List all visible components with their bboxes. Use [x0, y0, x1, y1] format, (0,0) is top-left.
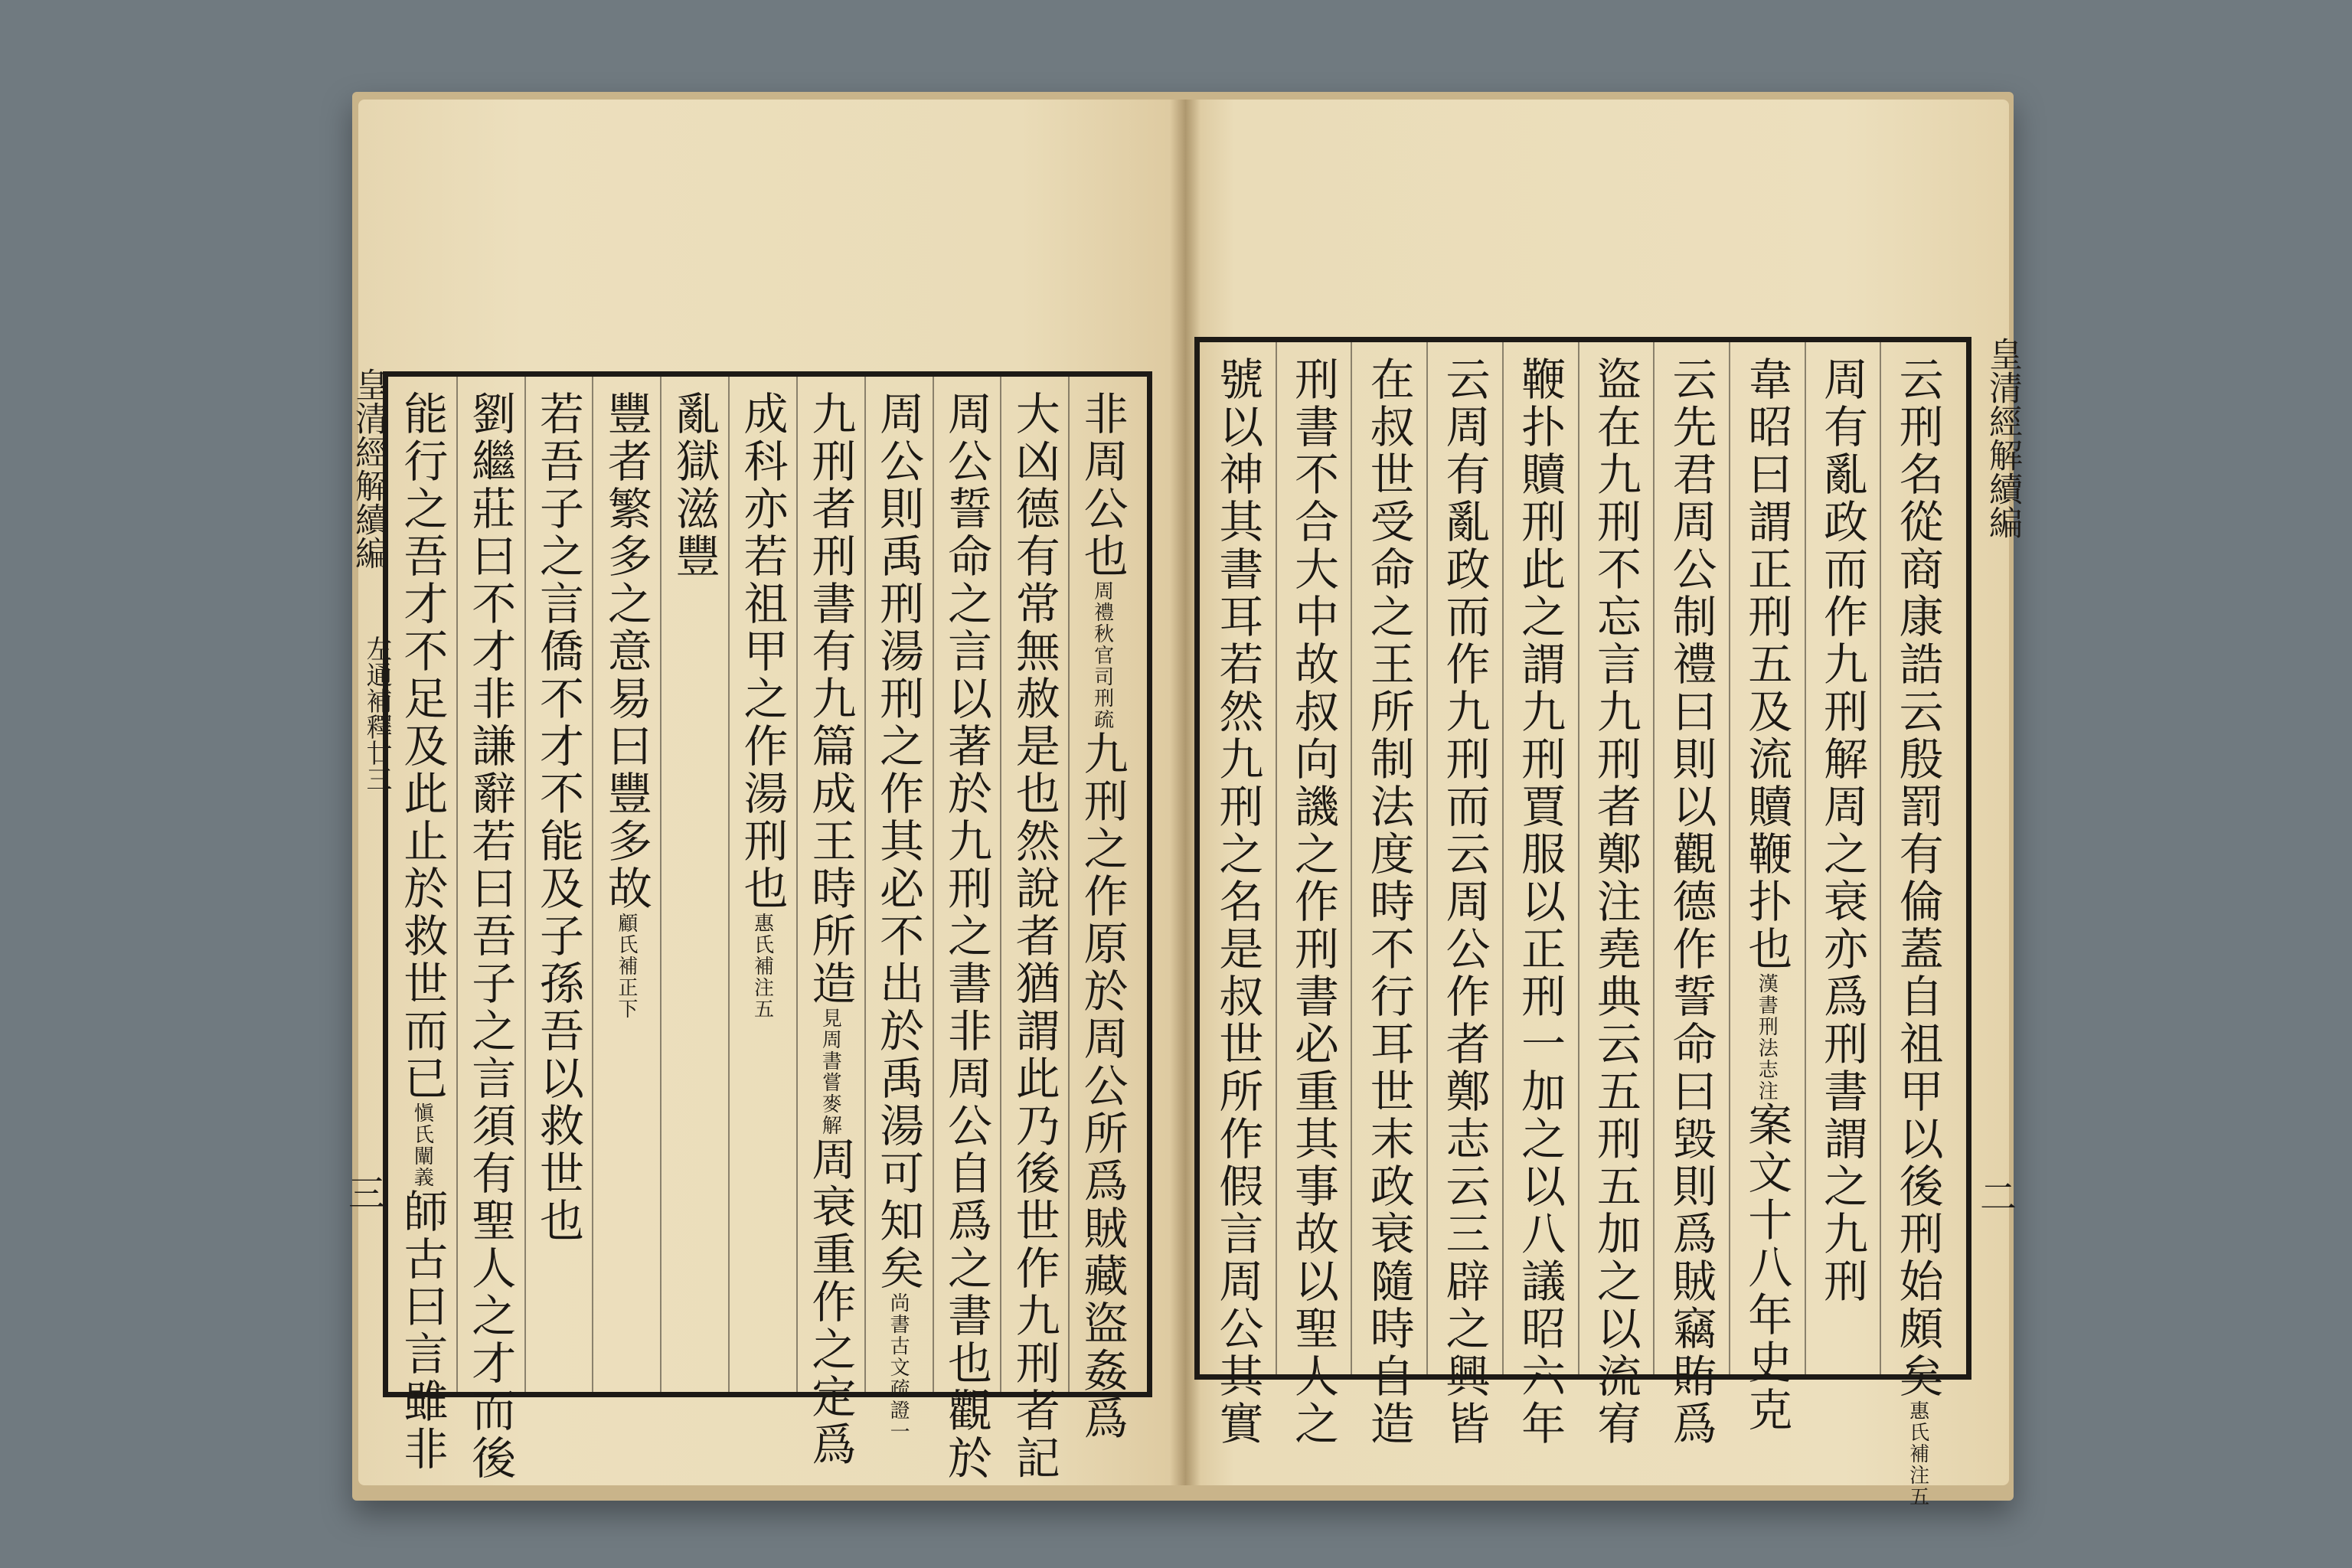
text-column — [735, 390, 790, 1020]
text-column — [667, 390, 722, 580]
left-folio: 三 — [348, 1172, 386, 1215]
column-main-text: 鞭扑贖刑此之謂九刑賈服以正刑一加之以八議昭六年 — [1514, 356, 1566, 1448]
right-columns — [1200, 342, 1966, 1508]
column-rule — [1351, 342, 1352, 1374]
column-main-text: 韋昭曰謂正刑五及流贖鞭扑也 — [1740, 356, 1793, 973]
text-column — [1588, 356, 1643, 1448]
column-rule — [1276, 342, 1277, 1374]
column-rule — [660, 377, 662, 1392]
text-column — [1664, 356, 1719, 1448]
text-column — [599, 390, 654, 1020]
left-edge-title: 皇清經解續編 — [349, 368, 388, 570]
column-main-text: 云先君周公制禮曰則以觀德作誓命曰毀則爲賊竊賄爲 — [1664, 356, 1717, 1448]
text-column — [1739, 356, 1794, 1434]
column-main-text: 成科亦若祖甲之作湯刑也 — [736, 390, 789, 913]
column-rule — [728, 377, 730, 1392]
column-rule — [1729, 342, 1730, 1374]
text-column — [939, 390, 994, 1482]
text-column — [1075, 390, 1130, 1442]
column-rule — [1653, 342, 1655, 1374]
column-tail-text: 九刑之作原於周公所爲賊藏盜姦爲 — [1076, 730, 1129, 1442]
column-note: 尚書古文疏證一 — [887, 1292, 910, 1442]
column-rule — [1578, 342, 1579, 1374]
column-main-text: 亂獄滋豐 — [668, 390, 720, 580]
text-column — [1285, 356, 1341, 1448]
text-column — [1210, 356, 1265, 1448]
column-note: 惠氏補注五 — [1906, 1400, 1929, 1508]
column-rule — [933, 377, 934, 1392]
column-main-text: 九刑者刑書有九篇成王時所造 — [804, 390, 857, 1008]
column-tail-text: 師古曰言雖非 — [396, 1188, 449, 1473]
text-column — [1361, 356, 1416, 1448]
column-main-text: 號以神其書耳若然九刑之名是叔世所作假言周公其實 — [1211, 356, 1264, 1448]
column-main-text: 周公則禹刑湯刑之作其必不出於禹湯可知矣 — [872, 390, 925, 1292]
text-column — [531, 390, 586, 1245]
left-text-frame — [383, 371, 1152, 1482]
column-note: 周禮秋官司刑疏 — [1090, 580, 1114, 730]
text-column — [1007, 390, 1062, 1482]
text-column — [1436, 356, 1491, 1448]
column-main-text: 能行之吾才不足及此止於救世而已 — [396, 390, 449, 1102]
column-rule — [1502, 342, 1504, 1374]
text-column — [871, 390, 926, 1442]
column-rule — [864, 377, 866, 1392]
column-main-text: 云周有亂政而作九刑而云周公作者鄭志云三辟之興皆 — [1438, 356, 1491, 1448]
text-column — [802, 390, 858, 1468]
left-edge-subtitle: 左通補釋廿三 — [361, 635, 392, 792]
left-columns — [388, 377, 1147, 1482]
text-column — [1815, 356, 1870, 1305]
column-rule — [1805, 342, 1806, 1374]
column-rule — [524, 377, 526, 1392]
right-folio: 二 — [1980, 1176, 2017, 1219]
column-main-text: 豐者繁多之意易曰豐多故 — [599, 390, 652, 913]
column-rule — [1000, 377, 1001, 1392]
column-note: 顧氏補正下 — [614, 913, 638, 1020]
text-column — [462, 390, 518, 1482]
column-rule — [796, 377, 798, 1392]
column-note: 漢書刑法志注 — [1755, 973, 1779, 1102]
column-rule — [592, 377, 593, 1392]
column-note: 見周書嘗麥解 — [818, 1008, 842, 1136]
column-main-text: 劉繼莊曰不才非謙辭若曰吾子之言須有聖人之才而後 — [464, 390, 517, 1482]
column-main-text: 盜在九刑不忘言九刑者鄭注堯典云五刑五加之以流宥 — [1589, 356, 1642, 1448]
right-text-frame — [1194, 337, 1971, 1508]
column-main-text: 非周公也 — [1076, 390, 1129, 580]
column-note: 惠氏補注五 — [750, 913, 774, 1020]
column-rule — [1426, 342, 1428, 1374]
text-column — [1512, 356, 1567, 1448]
column-tail-text: 解周之衰亦爲刑書謂之九刑 — [1815, 736, 1868, 1305]
column-main-text: 若吾子之言僑不才不能及子孫吾以救世也 — [532, 390, 585, 1245]
column-main-text: 刑書不合大中故叔向譏之作刑書必重其事故以聖人之 — [1287, 356, 1340, 1448]
column-main-text: 云刑名從商康誥云殷罰有倫蓋自祖甲以後刑始頗矣 — [1891, 356, 1944, 1400]
column-main-text: 周有亂政而作九刑 — [1815, 356, 1868, 736]
column-rule — [456, 377, 458, 1392]
text-column — [394, 390, 449, 1473]
column-tail-text: 案文十八年史克 — [1740, 1102, 1793, 1434]
column-rule — [1068, 377, 1070, 1392]
column-main-text: 周公誓命之言以著於九刑之書非周公自爲之書也觀於 — [939, 390, 992, 1482]
column-main-text: 在叔世受命之王所制法度時不行耳世末政衰隨時自造 — [1362, 356, 1415, 1448]
column-main-text: 大凶德有常無赦是也然說者猶謂此乃後世作九刑者記 — [1008, 390, 1060, 1482]
column-rule — [1880, 342, 1881, 1374]
column-note: 愼氏闡義 — [410, 1102, 434, 1188]
right-edge-title: 皇清經解續編 — [1983, 337, 2022, 539]
column-tail-text: 周衰重作之定爲 — [804, 1136, 857, 1468]
text-column — [1890, 356, 1945, 1508]
